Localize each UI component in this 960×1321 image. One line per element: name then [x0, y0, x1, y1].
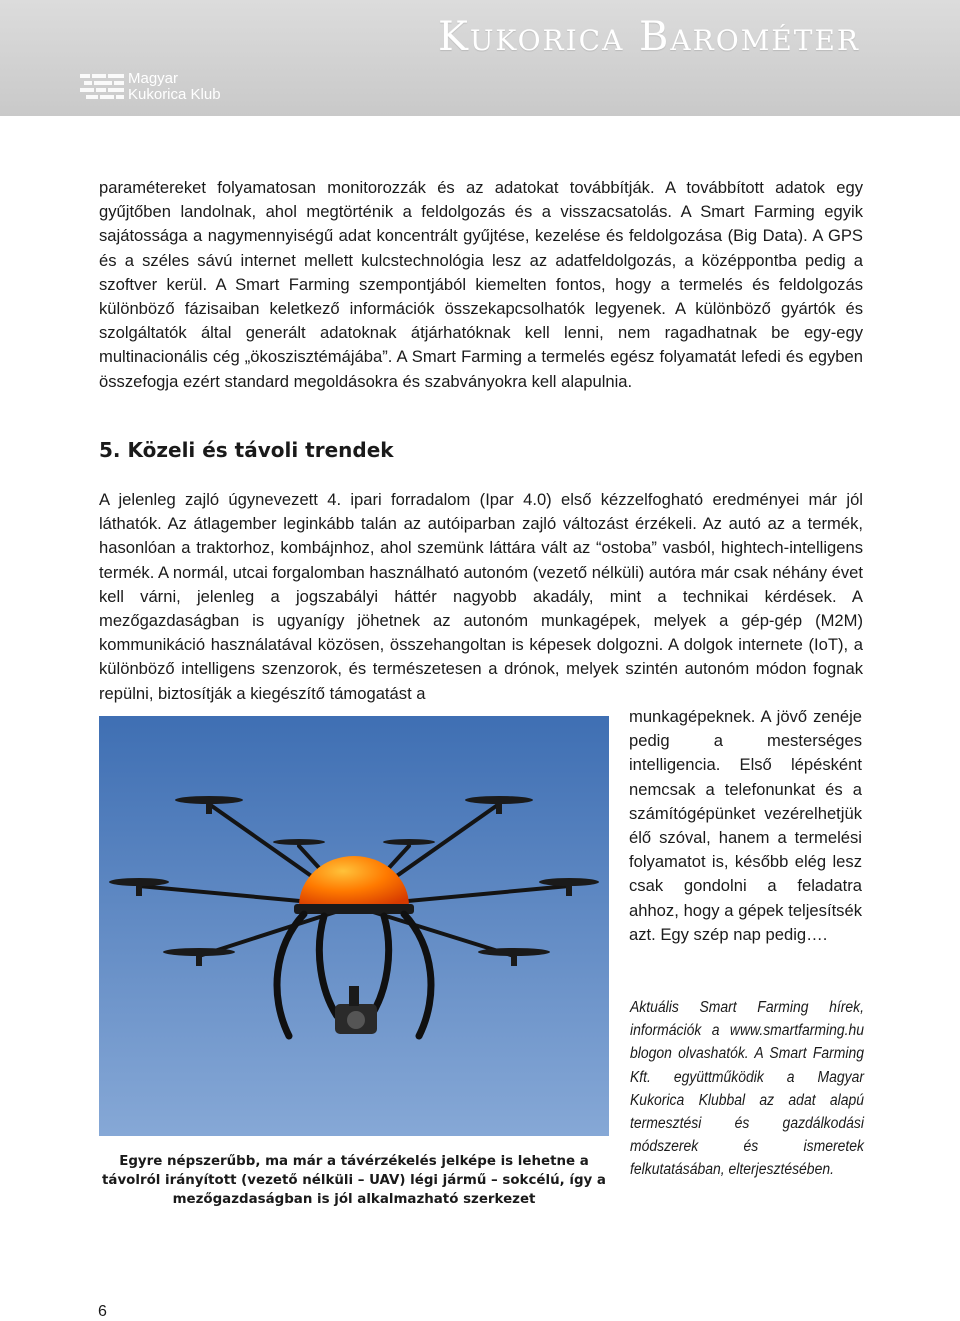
page-header [0, 0, 960, 116]
publication-title: Kukorica Barométer [437, 14, 860, 60]
logo-text-line1: Magyar [128, 70, 179, 87]
logo-mark-icon [80, 72, 124, 104]
sidebar-note: Aktuális Smart Farming hírek, információk a www.smartfarming.hu blogon olvashatók. A Smart Farming Kft. együttműködik a Magyar Kukorica Klubbal az adat alapú termesztési és gazdálkodási módszerek és ismeretek felkutatásában, elterjesztésében. [630, 999, 864, 1179]
section-heading: 5. Közeli és távoli trendek [99, 438, 394, 462]
body-paragraph-3: munkagépeknek. A jövő zenéje pedig a mesterséges intelligencia. Első lépésként nemcsak a telefonunkat és a számítógépünket vezérelhetjük élő szóval, hanem a termelési folyamatot is, később elég lesz csak gondolni a feladatra ahhoz, hogy a gépek teljesítsék azt. Egy szép nap pedig…. [629, 707, 862, 944]
photo-caption: Egyre népszerűbb, ma már a távérzékelés jelképe is lehetne a távolról irányított (vezető nélküli – UAV) légi jármű – sokcélú, így a mezőgazdaságban is jól alkalmazható szerkezet [102, 1154, 606, 1207]
drone-image [99, 716, 609, 1136]
logo-text-line2: Kukorica Klub [128, 86, 221, 103]
drone-photo [99, 716, 609, 1136]
body-paragraph-1: paramétereket folyamatosan monitorozzák és az adatokat továbbítják. A továbbított adatok egy gyűjtőben landolnak, ahol megtörténik a feldolgozás és a visszacsatolás. A Smart Farming egyik sajátossága a nagymennyiségű adat koncentrált gyűjtése, kezelése és feldolgozása (Big Data). A GPS és a széles sávú internet mellett kulcstechnológia lesz az adatfeldolgozás, a középpontba pedig a szoftver kerül. A Smart Farming szempontjából kiemelten fontos, hogy a termelés és feldolgozás különböző fázisaiban keletkező információk összekapcsolhatók legyenek. A különböző gyártók és szolgáltatók által generált adatoknak átjárhatóknak kell lenni, nem ragadhatnak be egy-egy multinacionális cég „ökoszisztémájába”. A Smart Farming a termelés egész folyamatát lefedi és egyben összefogja ezért standard megoldásokra és szabványokra kell alapulnia. [99, 178, 863, 391]
page-number: 6 [98, 1303, 107, 1320]
club-logo [80, 70, 280, 106]
body-paragraph-2: A jelenleg zajló úgynevezett 4. ipari forradalom (Ipar 4.0) első kézzelfogható eredményei már jól láthatók. Az átlagember leginkább talán az autóiparban zajló változást érzékeli. Az autó az a termék, hasonlóan a traktorhoz, kombájnhoz, ahol szemünk láttára vált az “ostoba” vasból, hightech-intelligens termék. A normál, utcai forgalomban használható autonóm (vezető nélküli) autóra már csak néhány évet kell várni, jelenleg a jogszabályi háttér nagyobb akadály, mint a technikai kérdések. A mezőgazdaságban is ugyanígy jöhetnek az autonóm munkagépek, melyek a gép-gép (M2M) kommunikáció használatával közösen, összehangoltan is képesek dolgozni. A dolgok internete (IoT), a különböző intelligens szenzorok, és természetesen a drónok, melyek szintén autonóm módon fognak repülni, biztosítják a kiegészítő támogatást a [99, 490, 863, 703]
